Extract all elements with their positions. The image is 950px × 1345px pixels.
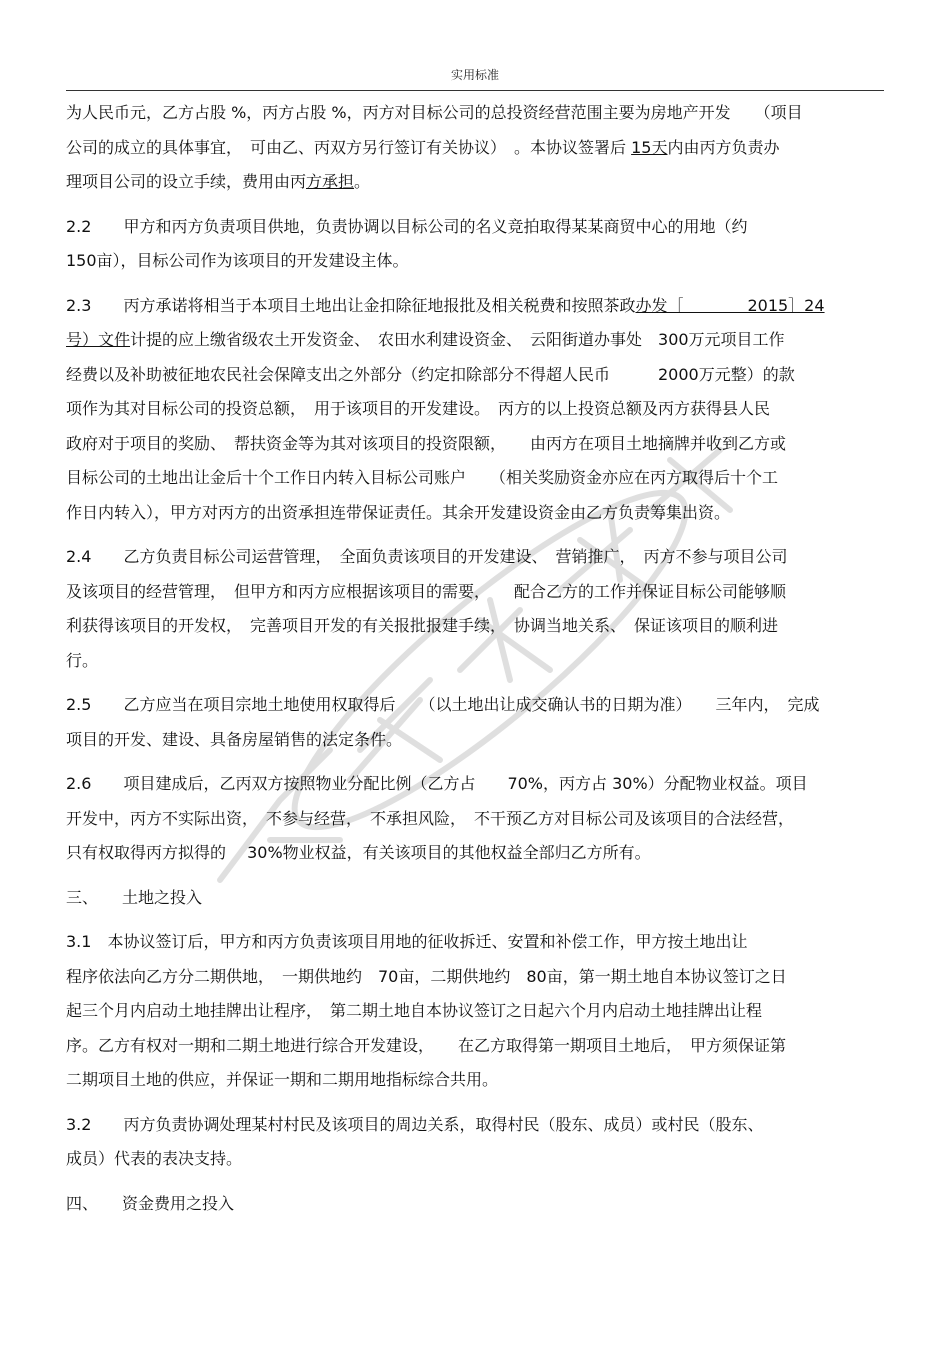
- clause-2-3: [66, 289, 884, 531]
- text-line: 作日内转入），甲方对丙方的出资承担连带保证责任。其余开发建设资金由乙方负责筹集出资。: [66, 502, 731, 522]
- text-segment: 内由丙方负责办: [667, 137, 780, 157]
- text-line: 3.1 本协议签订后，甲方和丙方负责该项目用地的征收拆迁、安置和补偿工作，甲方按土地出让: [66, 932, 748, 951]
- text-line: [66, 323, 884, 358]
- text-line: 经费以及补助被征地农民社会保障支出之外部分（约定扣除部分不得超人民币 2000万元整）的款: [66, 364, 795, 384]
- underlined-term: 办发［ 2015］24: [635, 295, 825, 315]
- underlined-term: 15天: [631, 137, 668, 157]
- text-line: 开发中，丙方不实际出资， 不参与经营， 不承担风险， 不干预乙方对目标公司及该项目的合法经营，: [66, 808, 795, 828]
- text-line: [66, 131, 884, 166]
- underlined-term: 号）文件: [66, 330, 131, 349]
- text-line: 只有权取得丙方拟得的 30%物业权益，有关该项目的其他权益全部归乙方所有。: [66, 843, 651, 862]
- paragraph-intro: [66, 96, 884, 200]
- document-body: [66, 96, 884, 1231]
- text-segment: 2.3 丙方承诺将相当于本项目土地出让金扣除征地报批及相关税费和按照茶政: [66, 295, 636, 315]
- text-segment: 理项目公司的设立手续，费用由丙: [66, 172, 307, 191]
- text-line: [66, 289, 884, 324]
- clause-2-2: [66, 210, 884, 279]
- text-line: 二期项目土地的供应，并保证一期和二期用地指标综合共用。: [66, 1070, 499, 1089]
- clause-3-2: [66, 1108, 884, 1177]
- text-line: 为人民币元，乙方占股 %，丙方占股 %，丙方对目标公司的总投资经营范围主要为房地产开发 （项目: [66, 103, 803, 122]
- text-segment: 。: [354, 172, 371, 191]
- text-line: 程序依法向乙方分二期供地， 一期供地约 70亩，二期供地约 80亩，第一期土地自本协议签订之日: [66, 966, 787, 986]
- text-line: 2.6 项目建成后，乙丙双方按照物业分配比例（乙方占 70%，丙方占 30%）分配物业权益。项目: [66, 774, 808, 793]
- clause-2-6: [66, 767, 884, 871]
- header-rule: [66, 90, 884, 91]
- text-line: 2.2 甲方和丙方负责项目供地，负责协调以目标公司的名义竞拍取得某某商贸中心的用地（约: [66, 216, 748, 236]
- text-segment: 公司的成立的具体事宜， 可由乙、丙双方另行签订有关协议） 。本协议签署后: [66, 137, 627, 157]
- text-line: 项作为其对目标公司的投资总额， 用于该项目的开发建设。 丙方的以上投资总额及丙方获得县人民: [66, 399, 771, 418]
- underlined-term: 方承担: [306, 172, 355, 191]
- text-line: 目标公司的土地出让金后十个工作日内转入目标公司账户 （相关奖励资金亦应在丙方取得后十个工: [66, 468, 779, 487]
- section-title: 四、 资金费用之投入: [66, 1193, 235, 1213]
- text-line: 150亩），目标公司作为该项目的开发建设主体。: [66, 251, 409, 270]
- section-heading-3: [66, 881, 884, 916]
- text-line: 利获得该项目的开发权， 完善项目开发的有关报批报建手续， 协调当地关系、 保证该项目的顺利进: [66, 616, 779, 635]
- clause-3-1: [66, 925, 884, 1098]
- text-line: 项目的开发、建设、具备房屋销售的法定条件。: [66, 729, 403, 749]
- text-line: 及该项目的经营管理， 但甲方和丙方应根据该项目的需要， 配合乙方的工作并保证目标公司能够顺: [66, 581, 787, 601]
- clause-2-5: [66, 688, 884, 757]
- text-line: 序。乙方有权对一期和二期土地进行综合开发建设， 在乙方取得第一期项目土地后， 甲方须保证第: [66, 1035, 787, 1055]
- section-heading-4: [66, 1187, 884, 1222]
- text-line: 起三个月内启动土地挂牌出让程序， 第二期土地自本协议签订之日起六个月内启动土地挂牌出让程: [66, 1001, 763, 1020]
- clause-2-4: [66, 540, 884, 678]
- text-line: 成员）代表的表决支持。: [66, 1149, 243, 1168]
- text-line: 2.4 乙方负责目标公司运营管理， 全面负责该项目的开发建设、 营销推广， 丙方不参与项目公司: [66, 547, 788, 566]
- text-line: [66, 165, 884, 200]
- text-line: 2.5 乙方应当在项目宗地土地使用权取得后 （以土地出让成交确认书的日期为准） 三年内， 完成: [66, 695, 820, 714]
- section-title: 三、 土地之投入: [66, 887, 203, 907]
- text-line: 行。: [66, 650, 99, 670]
- text-segment: 计提的应上缴省级农土开发资金、 农田水利建设资金、 云阳街道办事处 300万元项目工作: [130, 330, 785, 349]
- text-line: 政府对于项目的奖励、 帮扶资金等为其对该项目的投资限额， 由丙方在项目土地摘牌并收到乙方或: [66, 433, 787, 453]
- text-line: 3.2 丙方负责协调处理某村村民及该项目的周边关系，取得村民（股东、成员）或村民（股东、: [66, 1114, 764, 1134]
- page-header: 实用标准: [450, 68, 499, 82]
